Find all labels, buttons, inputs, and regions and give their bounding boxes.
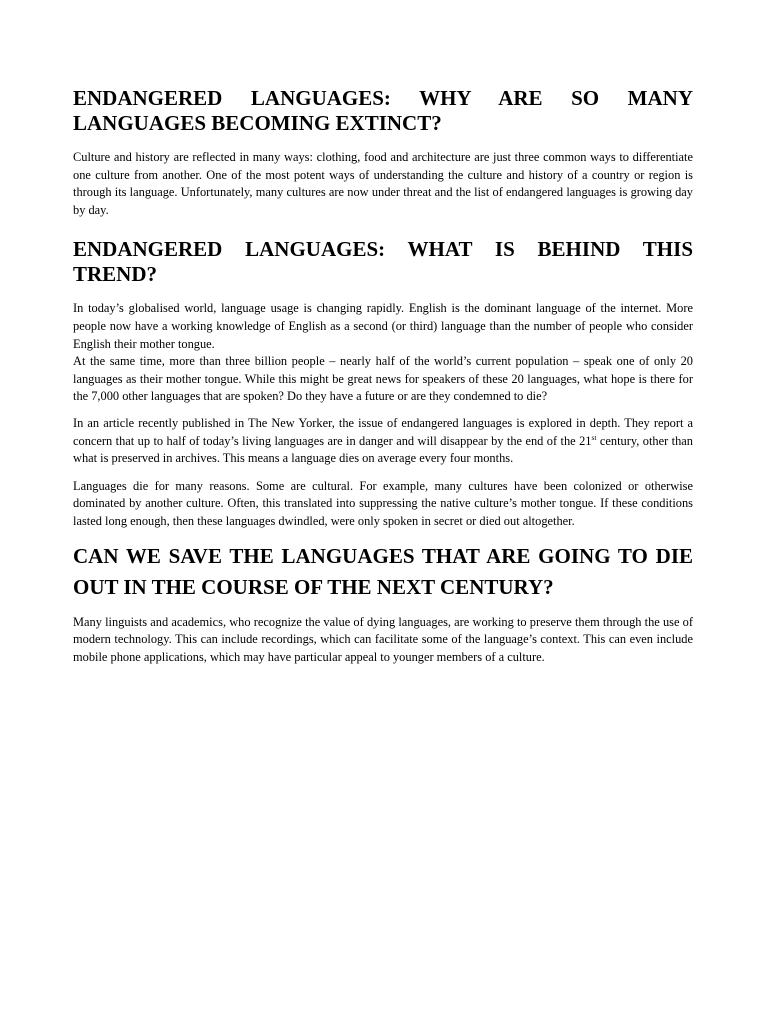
- paragraph-reasons: Languages die for many reasons. Some are cultural. For example, many cultures have been colonized or otherwise dominated by another culture. Often, this translated into suppressing the native culture’s mother tongue. If these conditions lasted long enough, then these languages dwindled, were only spoken in secret or died out altogether.: [73, 478, 693, 528]
- section-save-languages: [73, 541, 693, 667]
- new-yorker-text-after: century, other than what is preserved in archives. This means a language dies on average every four months.: [73, 433, 694, 466]
- heading-why-extinct: ENDANGERED LANGUAGES: WHY ARE SO MANY LANGUAGES BECOMING EXTINCT?: [73, 86, 693, 135]
- new-yorker-text-before: In an article recently published in The New Yorker, the issue of endangered languages is explored in depth. They report a concern that up to half of today’s living languages are in danger and will disappear by the end of the 21: [73, 415, 693, 448]
- paragraph-three-billion: At the same time, more than three billion people – nearly half of the world’s current population – speak one of only 20 languages as their mother tongue. While this might be great news for speakers of these 20 languages, what hope is there for the 7,000 other languages that are spoken? Do they have a future or are they condemned to die?: [73, 354, 693, 404]
- section-why-extinct: [73, 86, 693, 219]
- heading-behind-trend: ENDANGERED LANGUAGES: WHAT IS BEHIND THIS TREND?: [73, 237, 693, 287]
- century-ordinal-suffix: st: [591, 432, 597, 442]
- section-behind-trend: [73, 237, 693, 530]
- paragraph-globalised-world: In today’s globalised world, language usage is changing rapidly. English is the dominant language of the internet. More people now have a working knowledge of English as a second (or third) language than the number of people who consider English their mother tongue.: [73, 301, 693, 351]
- paragraph-culture-history: Culture and history are reflected in many ways: clothing, food and architecture are just three common ways to differentiate one culture from another. One of the most potent ways of understanding the culture and history of a country or region is through its language. Unfortunately, many cultures are now under threat and the list of endangered languages is growing day by day.: [73, 150, 693, 217]
- paragraph-linguists: Many linguists and academics, who recognize the value of dying languages, are working to preserve them through the use of modern technology. This can include recordings, which can facilitate some of the language’s context. This can even include mobile phone applications, which may have particular appeal to younger members of a culture.: [73, 614, 693, 664]
- paragraph-new-yorker: [73, 415, 693, 468]
- document-page: [73, 86, 693, 666]
- heading-save-languages: CAN WE SAVE THE LANGUAGES THAT ARE GOING TO DIE OUT IN THE COURSE OF THE NEXT CENTURY?: [73, 543, 693, 599]
